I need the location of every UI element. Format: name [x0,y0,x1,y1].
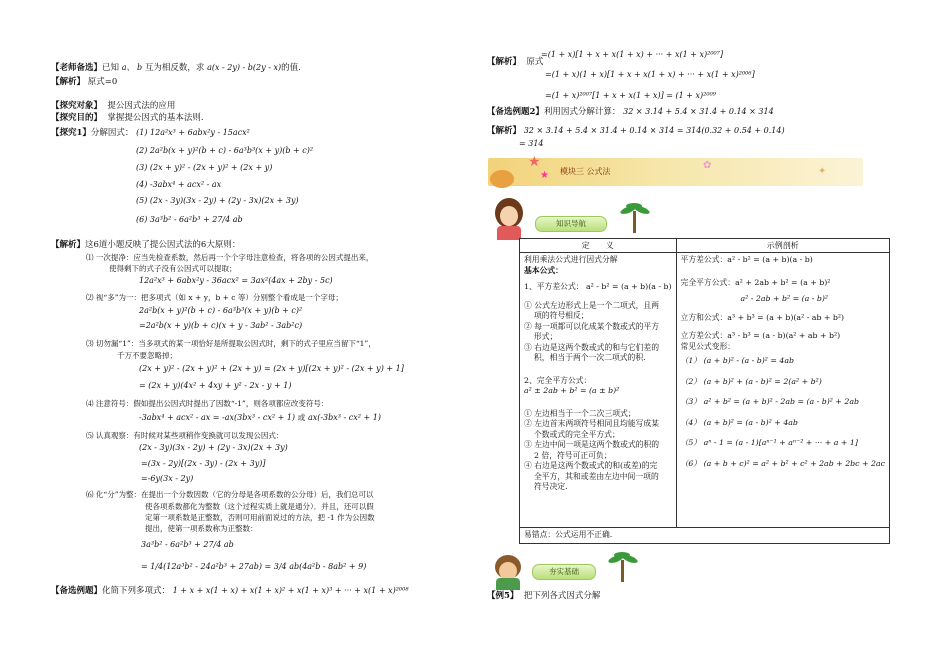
rule-math: -3abx⁴ + acx² - ax = -ax(3bx³ - cx² + 1) [139,413,296,422]
rule-math: ax(-3bx³ - cx² + 1) [307,413,381,422]
rule-line: 千万不要忽略掉； [117,351,177,360]
formula-table [519,238,890,544]
module-title: 模块三 公式法 [560,167,611,176]
solid-basics-pill: 夯实基础 [532,564,596,580]
rule-line: ⑴ 一次提净：应当先检查系数，然后再一个个字母注意检查，将各项的公因式提出来， [86,253,374,262]
rule-math: = 1/4(12a³b² - 24a²b³ + 27ab) = 3/4 ab(4a²b - 8ab² + 9) [141,562,367,571]
girl-face-icon [500,206,518,226]
teacher-mid: 互为相反数，求 [144,63,205,73]
analysis-3-line: =(1 + x)[1 + x + x(1 + x) + ··· + x(1 + x)²⁰⁰⁷] [541,50,724,59]
ex-line: （3） a² + b² = (a + b)² - 2ab = (a - b)² + 2ab [680,397,859,406]
table-header: 定 义 [520,239,677,253]
ex-line: 常见公式变形： [680,341,736,351]
ex-line: 完全平方公式：a² + 2ab + b² = (a + b)² [680,277,831,287]
explore-item: (4) -3abx⁴ + acx² - ax [136,180,222,189]
explore-purpose-text: 掌握提公因式的基本法则. [107,113,204,123]
analysis-4-line: = 314 [519,139,544,148]
teacher-vars: a、 b [121,63,143,72]
example-2 [487,106,774,118]
analysis-3-label: 【解析】 [487,57,522,67]
rule-math: =(3x - 2y)[(2x - 3y) - (2x + 3y)] [141,459,266,468]
table-header: 示例剖析 [676,239,889,253]
rule-line: ⑹ 化“分”为整：在提出一个分数因数（它的分母是各项系数的公分母）后，我们总可以 [86,490,374,499]
def-line: 2、完全平方公式： [524,375,592,385]
def-line: 利用乘法公式进行因式分解 [524,255,618,264]
star-icon: ★ [540,170,549,181]
star-icon: ★ [528,154,541,170]
rule-math: 12a²x³ + 6abx²y - 36acx² = 3ax²(4ax + 2by - 5c) [139,276,333,285]
example-2-label: 【备选例题2】 [487,107,544,117]
explore-item: (3) (2x + y)² - (2x + y)² + (2x + y) [136,163,273,172]
ex-line: （4） (a + b)² = (a - b)² + 4ab [680,417,798,427]
definition-cell [520,253,677,528]
example-5-text: 把下列各式因式分解 [523,591,601,601]
ex-line: （6） (a + b + c)² = a² + b² + c² + 2ab + 2bc + 2ac [680,458,885,468]
ex-line: 平方差公式：a² - b² = (a + b)(a - b) [680,255,813,264]
teacher-question [51,62,301,74]
example-1-expr: 1 + x + x(1 + x) + x(1 + x)² + x(1 + x)³ + ··· + x(1 + x)²⁰⁰⁸ [172,586,409,595]
rule-math: (2x + y)² - (2x + y)² + (2x + y) = (2x + y)[(2x + y)² - (2x + y) + 1] [139,364,404,373]
girl-body-icon [497,226,521,240]
explore-1-label: 【探究1】 [51,128,91,138]
error-note-cell [520,528,890,544]
explore-object [51,101,175,112]
analysis-4 [487,125,785,137]
explore-object-text: 提公因式法的应用 [107,101,176,111]
analysis-1-text: 原式=0 [87,77,118,87]
analysis-1-label: 【解析】 [51,77,86,87]
rule-line: 使得剩下的式子没有公因式可以提取； [109,264,237,273]
explore-purpose-label: 【探究目的】 [51,113,103,123]
boy-body-icon [496,578,520,590]
def-line: 个数或式的完全平方式； [534,429,620,439]
teacher-expr: a(x - 2y) - b(2y - x) [207,63,282,72]
analysis-3 [487,57,543,68]
ex-line: 立方差公式：a³ - b³ = (a - b)(a² + ab + b²) [680,331,841,340]
star-icon: ✦ [818,166,827,177]
example-2-expr: 32 × 3.14 + 5.4 × 31.4 + 0.14 × 314 [623,107,774,116]
rule-math: = (2x + y)(4x² + 4xy + y² - 2x - y + 1) [139,381,292,390]
explore-item: (1) 12a²x³ + 6abx²y - 15acx² [136,128,250,137]
rule-4-math [139,412,381,424]
analysis-4-line: 32 × 3.14 + 5.4 × 31.4 + 0.14 × 314 = 314(0.32 + 0.54 + 0.14) [523,126,785,135]
def-line: 全平方，其和或差由左边中间一项的 [534,471,659,481]
def-line: ① 公式左边形式上是一个二项式，且两 [524,300,660,310]
cartoon-icon [490,170,514,188]
explore-item: (2) 2a²b(x + y)²(b + c) - 6a³b³(x + y)(b + c)² [136,146,314,155]
def-line: 符号决定． [534,482,573,491]
explore-item: (6) 3a³b² - 6a²b³ + 27/4 ab [136,215,243,224]
example-1-label: 【备选例题】 [51,586,103,596]
ex-line: （2） (a + b)² + (a - b)² = 2(a² + b²) [680,376,822,386]
rule-line: 提出，使第一项系数称为正整数： [145,524,258,533]
star-icon: ✿ [703,160,712,171]
def-line: 基本公式： [524,265,563,275]
rule-math: 3a³b² - 6a²b³ + 27/4 ab [141,540,234,549]
def-line: 1、平方差公式： a² - b² = (a + b)(a - b) [524,282,672,291]
example-2-text: 利用因式分解计算： [543,107,621,117]
module-banner [488,154,863,186]
analysis-3-line: =(1 + x)²⁰⁰⁷[1 + x + x(1 + x)] = (1 + x)²⁰⁰⁹ [545,91,716,100]
def-line: 2 倍，符号可正可负； [534,450,612,460]
def-line: 形式； [534,332,558,341]
rule-line: ⑵ 视“多”为一：把多项式（如 x + y，b + c 等）分别整个看成是一个字母； [86,293,343,302]
def-line: a² ± 2ab + b² = (a ± b)² [524,386,620,395]
error-note: 易错点：公式运用不正确. [524,530,613,539]
def-line: ② 每一项都可以化成某个数或式的平方 [524,321,660,331]
teacher-label: 【老师备选】 [51,63,103,73]
rule-math: (2x - 3y)(3x - 2y) + (2y - 3x)(2x + 3y) [139,443,288,452]
knowledge-nav-pill: 知识导航 [535,216,607,232]
analysis-3-line: =(1 + x)(1 + x)[1 + x + x(1 + x) + ··· + x(1 + x)²⁰⁰⁶] [545,70,755,79]
rule-line: ⑸ 认真观察：有时候对某些项稍作变换就可以发现公因式： [86,431,284,440]
explore-1-text: 分解因式： [90,128,134,138]
ex-line: 立方和公式：a³ + b³ = (a + b)(a² - ab + b²) [680,312,845,322]
explore-purpose [51,113,204,124]
palm-tree-icon [620,203,650,233]
def-line: ③ 右边是这两个数或式的和与它们差的 [524,342,660,352]
rule-line: ⑶ 切勿漏“1”：当多项式的某一项恰好是所提取公因式时，剩下的式子里应当留下“1”， [86,339,376,348]
palm-tree-icon [608,552,638,582]
rule-math: =-6y(3x - 2y) [141,474,194,483]
explore-1 [51,127,250,139]
example-5 [487,591,600,602]
example-cell [676,253,889,528]
teacher-post: 的值. [281,63,301,73]
def-line: ③ 左边中间一项是这两个数或式的积的 [524,440,660,449]
explore-item: (5) (2x - 3y)(3x - 2y) + (2y - 3x)(2x + 3y) [136,196,299,205]
rule-or: 或 [297,413,306,422]
analysis-3-word: 原式 [526,57,544,67]
analysis-2-label: 【解析】 [51,240,86,250]
rule-line: ⑷ 注意符号：假如提出公因式时提出了因数“-1”，则各项都应改变符号： [86,399,329,408]
analysis-2 [51,240,240,251]
ex-line: （1） (a + b)² - (a - b)² = 4ab [680,356,795,365]
ex-line: a² - 2ab + b² = (a - b)² [740,294,829,303]
def-line: 积，相当于两个一次二项式的积． [534,353,651,362]
rule-line: 定第一项系数是正整数，否则可用前面说过的方法，把 -1 作为公因数 [145,513,375,522]
rule-math: =2a²b(x + y)(b + c)(x + y - 3ab² - 3ab²c) [139,321,303,330]
def-line: 项的符号相反； [534,311,589,320]
def-line: ② 左边首末两项符号相同且均能写成某 [524,419,660,428]
ex-line: （5） aⁿ - 1 = (a - 1)[aⁿ⁻¹ + aⁿ⁻² + ··· + a + 1] [680,438,858,447]
rule-line: 使各项系数都化为整数（这个过程实质上就是通分）．并且，还可以假 [145,502,374,511]
def-line: ① 左边相当于一个二次三项式； [524,408,636,418]
analysis-4-label: 【解析】 [487,126,522,136]
analysis-2-intro: 这6道小题反映了提公因式法的6大原则： [85,240,241,250]
example-1-text: 化简下列多项式： [102,586,171,596]
explore-object-label: 【探究对象】 [51,101,103,111]
example-1 [51,585,409,597]
def-line: ④ 右边是这两个数或式的和(或差)的完 [524,461,658,470]
example-5-label: 【例5】 [487,591,519,601]
rule-math: 2a²b(x + y)²(b + c) - 6a³b³(x + y)(b + c)² [139,306,303,315]
teacher-pre: 已知 [102,63,120,73]
analysis-1 [51,77,117,88]
